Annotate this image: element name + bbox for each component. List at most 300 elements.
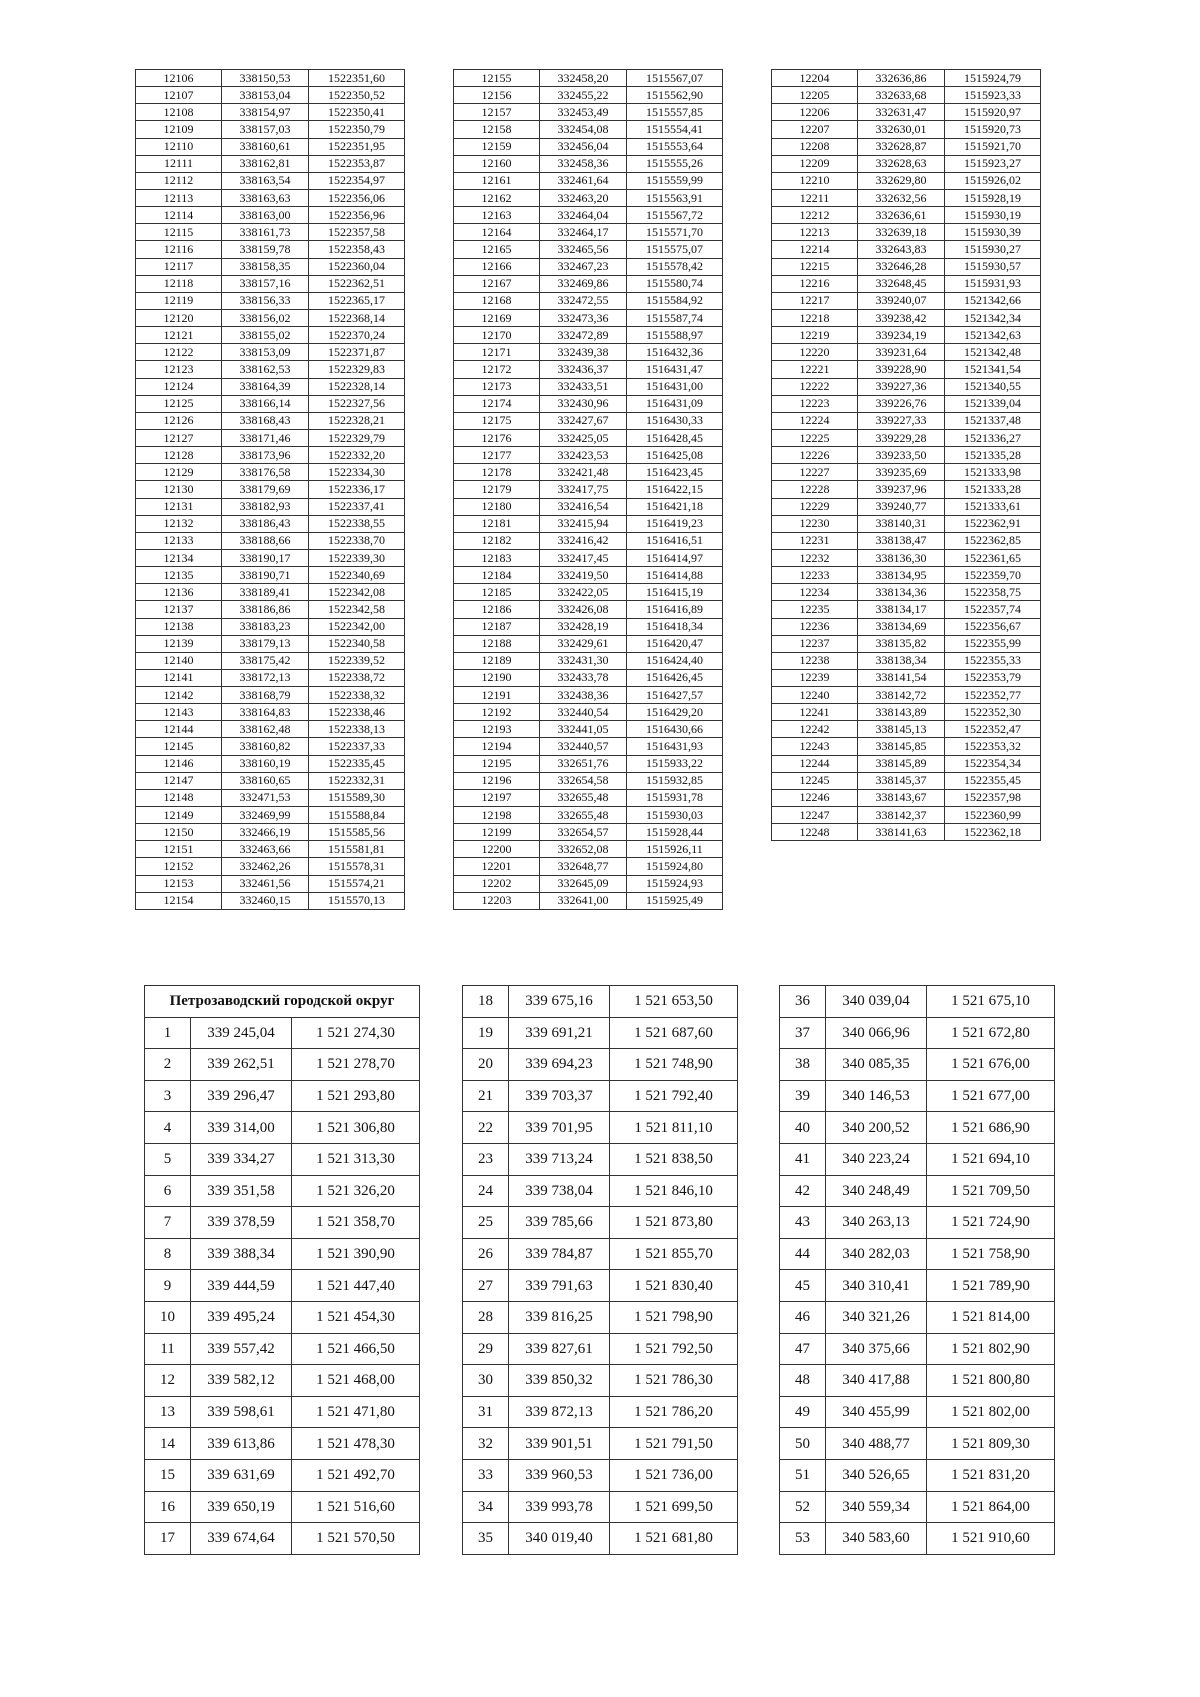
table-row xyxy=(136,361,405,378)
y-coordinate: 1 521 686,90 xyxy=(927,1112,1055,1144)
y-coordinate: 1522350,52 xyxy=(309,87,405,104)
y-coordinate: 1516431,00 xyxy=(627,378,723,395)
point-number: 12142 xyxy=(136,687,222,704)
x-coordinate: 340 200,52 xyxy=(826,1112,927,1144)
x-coordinate: 338160,65 xyxy=(222,772,309,789)
y-coordinate: 1515925,49 xyxy=(627,892,723,909)
x-coordinate: 338143,67 xyxy=(858,789,945,806)
y-coordinate: 1515588,84 xyxy=(309,807,405,824)
x-coordinate: 338189,41 xyxy=(222,584,309,601)
y-coordinate: 1 521 471,80 xyxy=(292,1396,420,1428)
table-row xyxy=(454,669,723,686)
point-number: 5 xyxy=(145,1143,191,1175)
point-number: 12244 xyxy=(772,755,858,772)
y-coordinate: 1515557,85 xyxy=(627,104,723,121)
table-row xyxy=(772,224,1041,241)
x-coordinate: 338176,58 xyxy=(222,464,309,481)
table-row xyxy=(136,309,405,326)
table-row xyxy=(136,567,405,584)
x-coordinate: 332423,53 xyxy=(540,447,627,464)
table-row xyxy=(454,429,723,446)
point-number: 12194 xyxy=(454,738,540,755)
y-coordinate: 1515930,39 xyxy=(945,224,1041,241)
x-coordinate: 332655,48 xyxy=(540,807,627,824)
petrozavodsk-coordinates-table-3 xyxy=(779,985,1055,1555)
point-number: 12234 xyxy=(772,584,858,601)
y-coordinate: 1522359,70 xyxy=(945,567,1041,584)
table-row xyxy=(772,429,1041,446)
x-coordinate: 338179,69 xyxy=(222,481,309,498)
point-number: 12137 xyxy=(136,601,222,618)
point-number: 12201 xyxy=(454,858,540,875)
y-coordinate: 1515587,74 xyxy=(627,309,723,326)
table-row xyxy=(454,549,723,566)
y-coordinate: 1522357,98 xyxy=(945,789,1041,806)
point-number: 12202 xyxy=(454,875,540,892)
y-coordinate: 1 521 709,50 xyxy=(927,1175,1055,1207)
y-coordinate: 1522338,46 xyxy=(309,704,405,721)
y-coordinate: 1522338,32 xyxy=(309,687,405,704)
x-coordinate: 338134,36 xyxy=(858,584,945,601)
table-row xyxy=(145,1333,420,1365)
y-coordinate: 1516427,57 xyxy=(627,687,723,704)
y-coordinate: 1 521 699,50 xyxy=(610,1491,738,1523)
point-number: 12221 xyxy=(772,361,858,378)
table-row xyxy=(136,515,405,532)
table-row xyxy=(454,224,723,241)
x-coordinate: 340 526,65 xyxy=(826,1459,927,1491)
point-number: 12129 xyxy=(136,464,222,481)
y-coordinate: 1522354,97 xyxy=(309,172,405,189)
table-row xyxy=(454,275,723,292)
table-row xyxy=(454,567,723,584)
table-row xyxy=(780,1112,1055,1144)
x-coordinate: 339 738,04 xyxy=(509,1175,610,1207)
table-row xyxy=(145,1396,420,1428)
point-number: 12162 xyxy=(454,189,540,206)
y-coordinate: 1521333,61 xyxy=(945,498,1041,515)
y-coordinate: 1515554,41 xyxy=(627,121,723,138)
y-coordinate: 1516430,66 xyxy=(627,721,723,738)
y-coordinate: 1522338,55 xyxy=(309,515,405,532)
table-row xyxy=(772,498,1041,515)
point-number: 17 xyxy=(145,1523,191,1555)
x-coordinate: 338153,09 xyxy=(222,344,309,361)
x-coordinate: 339 901,51 xyxy=(509,1428,610,1460)
x-coordinate: 339 816,25 xyxy=(509,1301,610,1333)
x-coordinate: 332417,75 xyxy=(540,481,627,498)
x-coordinate: 338134,95 xyxy=(858,567,945,584)
y-coordinate: 1522358,75 xyxy=(945,584,1041,601)
table-row xyxy=(780,986,1055,1018)
y-coordinate: 1516415,19 xyxy=(627,584,723,601)
point-number: 12220 xyxy=(772,344,858,361)
point-number: 12184 xyxy=(454,567,540,584)
x-coordinate: 338182,93 xyxy=(222,498,309,515)
table-row xyxy=(463,1365,738,1397)
table-row xyxy=(145,1017,420,1049)
point-number: 7 xyxy=(145,1207,191,1239)
point-number: 12172 xyxy=(454,361,540,378)
x-coordinate: 338186,43 xyxy=(222,515,309,532)
point-number: 12145 xyxy=(136,738,222,755)
point-number: 12235 xyxy=(772,601,858,618)
point-number: 12188 xyxy=(454,635,540,652)
y-coordinate: 1522339,52 xyxy=(309,652,405,669)
point-number: 12107 xyxy=(136,87,222,104)
table-row xyxy=(136,824,405,841)
table-row xyxy=(136,275,405,292)
point-number: 12150 xyxy=(136,824,222,841)
y-coordinate: 1 521 672,80 xyxy=(927,1017,1055,1049)
point-number: 12109 xyxy=(136,121,222,138)
point-number: 12186 xyxy=(454,601,540,618)
x-coordinate: 339233,50 xyxy=(858,447,945,464)
y-coordinate: 1521341,54 xyxy=(945,361,1041,378)
point-number: 12149 xyxy=(136,807,222,824)
x-coordinate: 338160,61 xyxy=(222,138,309,155)
y-coordinate: 1 521 516,60 xyxy=(292,1491,420,1523)
table-row xyxy=(780,1396,1055,1428)
table-row xyxy=(136,224,405,241)
point-number: 12118 xyxy=(136,275,222,292)
y-coordinate: 1522340,69 xyxy=(309,567,405,584)
x-coordinate: 338175,42 xyxy=(222,652,309,669)
y-coordinate: 1 521 274,30 xyxy=(292,1017,420,1049)
table-row xyxy=(772,532,1041,549)
x-coordinate: 340 146,53 xyxy=(826,1080,927,1112)
table-row xyxy=(454,635,723,652)
point-number: 28 xyxy=(463,1301,509,1333)
x-coordinate: 338190,17 xyxy=(222,549,309,566)
point-number: 48 xyxy=(780,1365,826,1397)
table-row xyxy=(136,207,405,224)
table-row xyxy=(454,447,723,464)
y-coordinate: 1515588,97 xyxy=(627,327,723,344)
point-number: 6 xyxy=(145,1175,191,1207)
table-row xyxy=(145,1523,420,1555)
y-coordinate: 1 521 724,90 xyxy=(927,1207,1055,1239)
y-coordinate: 1522353,79 xyxy=(945,669,1041,686)
point-number: 12212 xyxy=(772,207,858,224)
point-number: 13 xyxy=(145,1396,191,1428)
y-coordinate: 1522328,14 xyxy=(309,378,405,395)
table-row xyxy=(136,189,405,206)
x-coordinate: 338143,89 xyxy=(858,704,945,721)
table-row xyxy=(136,87,405,104)
point-number: 12165 xyxy=(454,241,540,258)
x-coordinate: 339 557,42 xyxy=(191,1333,292,1365)
x-coordinate: 332421,48 xyxy=(540,464,627,481)
table-row xyxy=(454,721,723,738)
x-coordinate: 332471,53 xyxy=(222,789,309,806)
table-row xyxy=(772,447,1041,464)
point-number: 4 xyxy=(145,1112,191,1144)
point-number: 12215 xyxy=(772,258,858,275)
table-row xyxy=(780,1301,1055,1333)
y-coordinate: 1521335,28 xyxy=(945,447,1041,464)
point-number: 12138 xyxy=(136,618,222,635)
y-coordinate: 1522360,04 xyxy=(309,258,405,275)
table-row xyxy=(136,464,405,481)
y-coordinate: 1 521 811,10 xyxy=(610,1112,738,1144)
table-row xyxy=(136,789,405,806)
table-title: Петрозаводский городской округ xyxy=(145,986,420,1018)
y-coordinate: 1521333,28 xyxy=(945,481,1041,498)
point-number: 30 xyxy=(463,1365,509,1397)
point-number: 12200 xyxy=(454,841,540,858)
y-coordinate: 1515559,99 xyxy=(627,172,723,189)
y-coordinate: 1516428,45 xyxy=(627,429,723,446)
point-number: 12179 xyxy=(454,481,540,498)
x-coordinate: 339 784,87 xyxy=(509,1238,610,1270)
point-number: 12175 xyxy=(454,412,540,429)
x-coordinate: 332654,57 xyxy=(540,824,627,841)
y-coordinate: 1522357,74 xyxy=(945,601,1041,618)
point-number: 27 xyxy=(463,1270,509,1302)
y-coordinate: 1516414,88 xyxy=(627,567,723,584)
y-coordinate: 1515571,70 xyxy=(627,224,723,241)
x-coordinate: 332433,51 xyxy=(540,378,627,395)
point-number: 12151 xyxy=(136,841,222,858)
x-coordinate: 332439,38 xyxy=(540,344,627,361)
x-coordinate: 339 351,58 xyxy=(191,1175,292,1207)
table-row xyxy=(454,292,723,309)
y-coordinate: 1522332,31 xyxy=(309,772,405,789)
y-coordinate: 1516429,20 xyxy=(627,704,723,721)
y-coordinate: 1521340,55 xyxy=(945,378,1041,395)
x-coordinate: 338141,63 xyxy=(858,824,945,841)
point-number: 12208 xyxy=(772,138,858,155)
x-coordinate: 338179,13 xyxy=(222,635,309,652)
table-row xyxy=(772,361,1041,378)
x-coordinate: 338158,35 xyxy=(222,258,309,275)
x-coordinate: 332465,56 xyxy=(540,241,627,258)
y-coordinate: 1522353,87 xyxy=(309,155,405,172)
point-number: 12216 xyxy=(772,275,858,292)
point-number: 12195 xyxy=(454,755,540,772)
y-coordinate: 1 521 675,10 xyxy=(927,986,1055,1018)
y-coordinate: 1516416,89 xyxy=(627,601,723,618)
point-number: 12130 xyxy=(136,481,222,498)
table-row xyxy=(772,772,1041,789)
point-number: 12223 xyxy=(772,395,858,412)
y-coordinate: 1516426,45 xyxy=(627,669,723,686)
point-number: 12106 xyxy=(136,70,222,87)
x-coordinate: 338142,72 xyxy=(858,687,945,704)
point-number: 12126 xyxy=(136,412,222,429)
y-coordinate: 1 521 390,90 xyxy=(292,1238,420,1270)
x-coordinate: 339 314,00 xyxy=(191,1112,292,1144)
y-coordinate: 1522342,00 xyxy=(309,618,405,635)
y-coordinate: 1 521 791,50 xyxy=(610,1428,738,1460)
y-coordinate: 1 521 447,40 xyxy=(292,1270,420,1302)
y-coordinate: 1516420,47 xyxy=(627,635,723,652)
y-coordinate: 1 521 802,90 xyxy=(927,1333,1055,1365)
x-coordinate: 339 631,69 xyxy=(191,1459,292,1491)
x-coordinate: 332639,18 xyxy=(858,224,945,241)
coordinates-table-1 xyxy=(135,69,405,910)
y-coordinate: 1516431,47 xyxy=(627,361,723,378)
x-coordinate: 332453,49 xyxy=(540,104,627,121)
y-coordinate: 1515926,11 xyxy=(627,841,723,858)
point-number: 12206 xyxy=(772,104,858,121)
x-coordinate: 339240,77 xyxy=(858,498,945,515)
y-coordinate: 1521339,04 xyxy=(945,395,1041,412)
y-coordinate: 1 521 786,20 xyxy=(610,1396,738,1428)
x-coordinate: 338162,53 xyxy=(222,361,309,378)
table-row xyxy=(772,704,1041,721)
point-number: 12209 xyxy=(772,155,858,172)
point-number: 12163 xyxy=(454,207,540,224)
point-number: 12144 xyxy=(136,721,222,738)
table-row xyxy=(463,1143,738,1175)
y-coordinate: 1515920,73 xyxy=(945,121,1041,138)
x-coordinate: 338163,63 xyxy=(222,189,309,206)
x-coordinate: 332654,58 xyxy=(540,772,627,789)
point-number: 34 xyxy=(463,1491,509,1523)
table-row xyxy=(136,155,405,172)
table-row xyxy=(463,1523,738,1555)
x-coordinate: 338164,39 xyxy=(222,378,309,395)
point-number: 32 xyxy=(463,1428,509,1460)
y-coordinate: 1515931,78 xyxy=(627,789,723,806)
point-number: 12110 xyxy=(136,138,222,155)
point-number: 12247 xyxy=(772,807,858,824)
table-row xyxy=(780,1333,1055,1365)
point-number: 12 xyxy=(145,1365,191,1397)
x-coordinate: 332425,05 xyxy=(540,429,627,446)
table-row xyxy=(454,584,723,601)
table-row xyxy=(145,1080,420,1112)
x-coordinate: 339227,33 xyxy=(858,412,945,429)
table-row xyxy=(136,104,405,121)
y-coordinate: 1 521 653,50 xyxy=(610,986,738,1018)
y-coordinate: 1522356,06 xyxy=(309,189,405,206)
x-coordinate: 338162,81 xyxy=(222,155,309,172)
point-number: 19 xyxy=(463,1017,509,1049)
y-coordinate: 1 521 789,90 xyxy=(927,1270,1055,1302)
y-coordinate: 1515578,31 xyxy=(309,858,405,875)
point-number: 12117 xyxy=(136,258,222,275)
x-coordinate: 339 872,13 xyxy=(509,1396,610,1428)
point-number: 12207 xyxy=(772,121,858,138)
x-coordinate: 332454,08 xyxy=(540,121,627,138)
x-coordinate: 332463,20 xyxy=(540,189,627,206)
point-number: 35 xyxy=(463,1523,509,1555)
table-row xyxy=(772,121,1041,138)
table-row xyxy=(772,601,1041,618)
y-coordinate: 1515580,74 xyxy=(627,275,723,292)
x-coordinate: 340 223,24 xyxy=(826,1143,927,1175)
x-coordinate: 332415,94 xyxy=(540,515,627,532)
x-coordinate: 340 455,99 xyxy=(826,1396,927,1428)
point-number: 8 xyxy=(145,1238,191,1270)
table-row xyxy=(780,1175,1055,1207)
table-row xyxy=(136,618,405,635)
point-number: 12241 xyxy=(772,704,858,721)
x-coordinate: 332655,48 xyxy=(540,789,627,806)
table-row xyxy=(454,601,723,618)
x-coordinate: 332631,47 xyxy=(858,104,945,121)
x-coordinate: 332427,67 xyxy=(540,412,627,429)
y-coordinate: 1 521 910,60 xyxy=(927,1523,1055,1555)
y-coordinate: 1 521 798,90 xyxy=(610,1301,738,1333)
point-number: 12156 xyxy=(454,87,540,104)
y-coordinate: 1 521 478,30 xyxy=(292,1428,420,1460)
point-number: 45 xyxy=(780,1270,826,1302)
y-coordinate: 1 521 736,00 xyxy=(610,1459,738,1491)
x-coordinate: 339235,69 xyxy=(858,464,945,481)
table-row xyxy=(454,532,723,549)
point-number: 12227 xyxy=(772,464,858,481)
table-row xyxy=(772,464,1041,481)
table-row xyxy=(454,858,723,875)
x-coordinate: 332416,54 xyxy=(540,498,627,515)
y-coordinate: 1522357,58 xyxy=(309,224,405,241)
x-coordinate: 340 066,96 xyxy=(826,1017,927,1049)
x-coordinate: 340 488,77 xyxy=(826,1428,927,1460)
x-coordinate: 339 582,12 xyxy=(191,1365,292,1397)
point-number: 12213 xyxy=(772,224,858,241)
x-coordinate: 339 701,95 xyxy=(509,1112,610,1144)
point-number: 51 xyxy=(780,1459,826,1491)
table-row xyxy=(463,986,738,1018)
x-coordinate: 338155,02 xyxy=(222,327,309,344)
point-number: 39 xyxy=(780,1080,826,1112)
x-coordinate: 338145,13 xyxy=(858,721,945,738)
x-coordinate: 338163,00 xyxy=(222,207,309,224)
y-coordinate: 1522355,45 xyxy=(945,772,1041,789)
table-row xyxy=(145,1491,420,1523)
x-coordinate: 340 417,88 xyxy=(826,1365,927,1397)
table-row xyxy=(454,704,723,721)
x-coordinate: 332648,45 xyxy=(858,275,945,292)
table-row xyxy=(780,1523,1055,1555)
x-coordinate: 338154,97 xyxy=(222,104,309,121)
x-coordinate: 338166,14 xyxy=(222,395,309,412)
x-coordinate: 340 559,34 xyxy=(826,1491,927,1523)
x-coordinate: 340 583,60 xyxy=(826,1523,927,1555)
y-coordinate: 1516419,23 xyxy=(627,515,723,532)
table-row xyxy=(136,755,405,772)
y-coordinate: 1521342,34 xyxy=(945,309,1041,326)
y-coordinate: 1515924,79 xyxy=(945,70,1041,87)
y-coordinate: 1515921,70 xyxy=(945,138,1041,155)
table-row xyxy=(136,669,405,686)
table-row xyxy=(145,1365,420,1397)
table-row xyxy=(145,1428,420,1460)
y-coordinate: 1 521 293,80 xyxy=(292,1080,420,1112)
petrozavodsk-coordinates-table-1 xyxy=(144,985,420,1555)
table-row xyxy=(454,70,723,87)
table-row xyxy=(772,155,1041,172)
y-coordinate: 1 521 278,70 xyxy=(292,1049,420,1081)
table-row xyxy=(136,635,405,652)
table-row xyxy=(772,275,1041,292)
table-row xyxy=(772,258,1041,275)
table-row xyxy=(772,515,1041,532)
y-coordinate: 1 521 814,00 xyxy=(927,1301,1055,1333)
point-number: 12140 xyxy=(136,652,222,669)
table-row xyxy=(772,721,1041,738)
y-coordinate: 1522329,79 xyxy=(309,429,405,446)
point-number: 12240 xyxy=(772,687,858,704)
y-coordinate: 1522362,51 xyxy=(309,275,405,292)
point-number: 12139 xyxy=(136,635,222,652)
point-number: 12177 xyxy=(454,447,540,464)
x-coordinate: 332455,22 xyxy=(540,87,627,104)
